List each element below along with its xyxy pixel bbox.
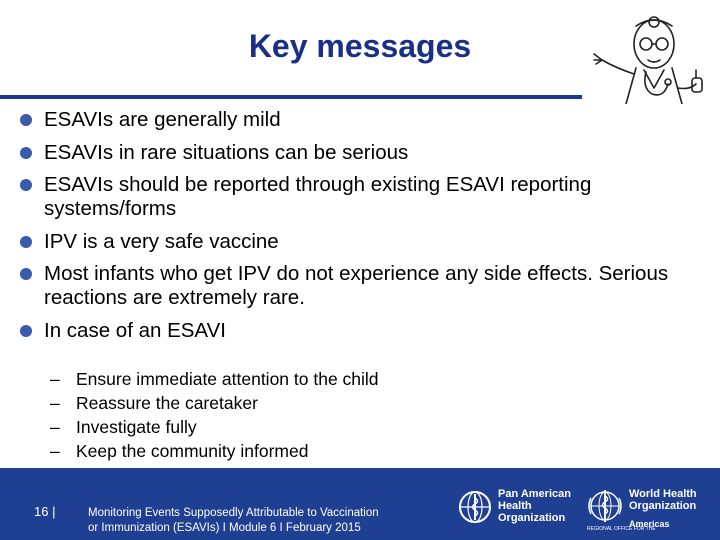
dash-marker: – — [50, 369, 60, 389]
who-emblem-icon — [587, 488, 623, 524]
bullet-dot-icon — [20, 114, 32, 126]
who-logo: World Health Organization Americas REGIONAL OFFICE FOR THE — [587, 488, 697, 532]
bullet-item: In case of an ESAVI — [18, 319, 708, 343]
footer-bar — [0, 468, 720, 540]
page-number: 16 | — [34, 504, 56, 519]
slide-title: Key messages — [248, 28, 472, 64]
bullet-dot-icon — [20, 147, 32, 159]
footer-line-2: or Immunization (ESAVIs) I Module 6 I February 2015 — [88, 522, 361, 534]
title-divider — [0, 95, 582, 99]
bullet-dot-icon — [20, 325, 32, 337]
bullet-item: ESAVIs should be reported through existing ESAVI reporting systems/forms — [18, 173, 708, 221]
paho-globe-icon — [458, 490, 492, 524]
sub-bullet-item: – Investigate fully — [50, 417, 197, 437]
dash-marker: – — [50, 441, 60, 461]
sub-bullet-item: – Keep the community informed — [50, 441, 309, 461]
bullet-dot-icon — [20, 268, 32, 280]
footer-line-1: Monitoring Events Supposedly Attributable to Vaccination — [88, 507, 379, 519]
paho-logo: Pan American Health Organization — [458, 486, 578, 528]
bullet-item: ESAVIs are generally mild — [18, 108, 708, 132]
sub-bullet-item: – Ensure immediate attention to the child — [50, 369, 379, 389]
footer-caption — [88, 506, 428, 536]
doctor-cartoon-icon — [586, 8, 710, 104]
esavi-actions-list — [50, 367, 379, 463]
bullet-dot-icon — [20, 179, 32, 191]
dash-marker: – — [50, 417, 60, 437]
key-messages-list — [18, 108, 708, 351]
sub-bullet-item: – Reassure the caretaker — [50, 393, 258, 413]
bullet-item: ESAVIs in rare situations can be serious — [18, 141, 708, 165]
bullet-item: IPV is a very safe vaccine — [18, 230, 708, 254]
dash-marker: – — [50, 393, 60, 413]
bullet-dot-icon — [20, 236, 32, 248]
bullet-item: Most infants who get IPV do not experience any side effects. Serious reactions are extremely rare. — [18, 262, 708, 310]
